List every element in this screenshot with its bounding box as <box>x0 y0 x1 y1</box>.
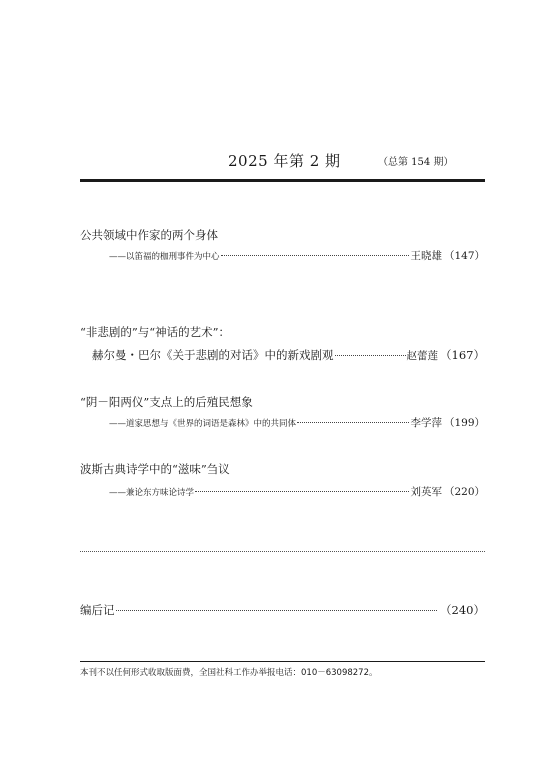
dot-leader <box>335 343 406 356</box>
article-subtitle-line[interactable] <box>92 346 485 363</box>
article-author: 刘英军 <box>410 486 442 498</box>
issue-title: 2025 年第 2 期 <box>228 152 341 170</box>
dot-leader <box>221 247 410 257</box>
article-page: （199） <box>443 417 485 429</box>
afterword-title: 编后记 <box>80 602 115 617</box>
article-subtitle: ——兼论东方味论诗学 <box>109 488 195 498</box>
article-author: 赵蕾莲 <box>406 349 439 362</box>
article-subtitle-line[interactable] <box>109 415 485 430</box>
dot-leader <box>116 598 438 611</box>
article-title[interactable]: 公共领域中作家的两个身体 <box>80 228 218 242</box>
footer-rule <box>80 661 485 662</box>
article-title[interactable]: 波斯古典诗学中的“滋味”刍议 <box>80 462 230 476</box>
afterword-line[interactable] <box>80 601 485 618</box>
article-page: （147） <box>443 250 485 262</box>
article-subtitle: 赫尔曼・巴尔《关于悲剧的对话》中的新戏剧观 <box>92 347 334 362</box>
article-subtitle-line[interactable] <box>109 484 485 499</box>
article-page: （167） <box>440 347 485 362</box>
article-title[interactable]: “非悲剧的”与“神话的艺术”： <box>80 325 231 339</box>
afterword-page: （240） <box>440 602 485 617</box>
article-author: 王晓雄 <box>410 250 442 262</box>
total-issue-number: （总第 154 期） <box>378 157 454 168</box>
article-subtitle-line[interactable] <box>109 248 485 263</box>
article-subtitle: ——以笛福的枷刑事件为中心 <box>109 252 220 262</box>
header-rule <box>80 179 485 182</box>
article-page: （220） <box>443 486 485 498</box>
footer-notice: 本刊不以任何形式收取版面费，全国社科工作办举报电话：010－63098272。 <box>80 668 378 678</box>
article-title[interactable]: “阴－阳两仪”支点上的后殖民想象 <box>80 395 253 409</box>
dot-leader <box>195 483 409 493</box>
section-divider <box>80 551 485 552</box>
article-author: 李学萍 <box>410 417 442 429</box>
article-subtitle: ——道家思想与《世界的词语是森林》中的共同体 <box>109 419 297 429</box>
dot-leader <box>297 414 409 424</box>
